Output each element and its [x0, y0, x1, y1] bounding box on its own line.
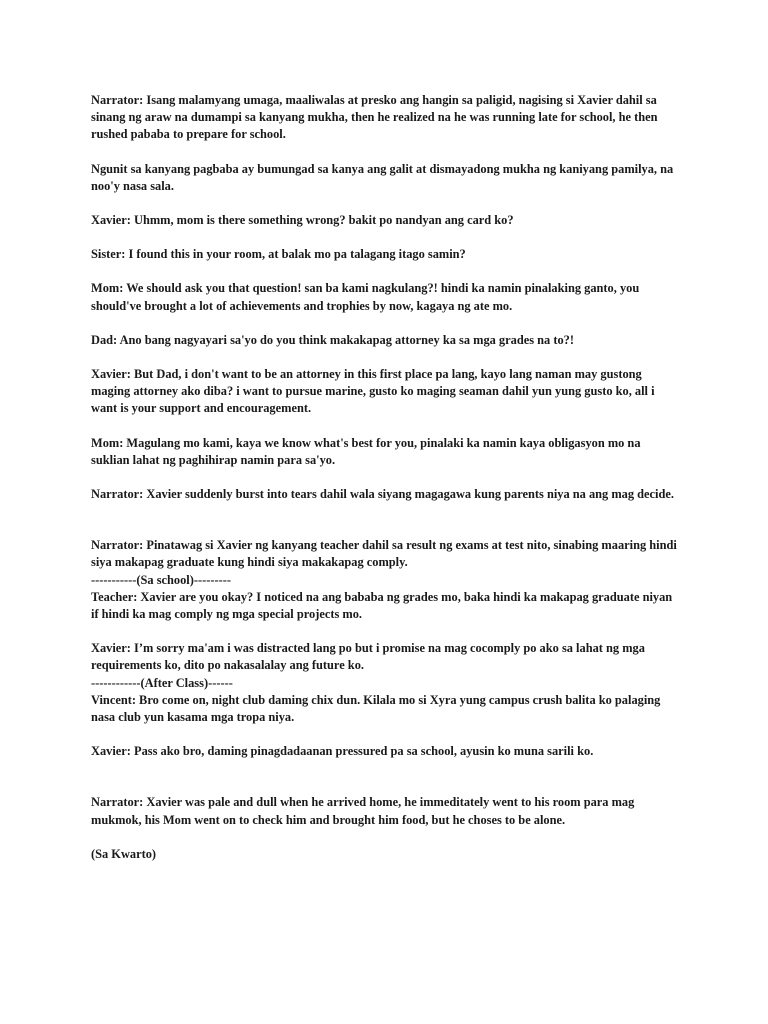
dialogue-line: Mom: Magulang mo kami, kaya we know what's best for you, pinalaki ka namin kaya obligasyon mo na suklian lahat ng paghihirap namin para sa'yo. — [91, 435, 641, 467]
spacer — [91, 520, 681, 537]
dialogue-line: Teacher: Xavier are you okay? I noticed na ang bababa ng grades mo, baka hindi ka makapag graduate niyan if hindi ka mag comply ng mga special projects mo. — [91, 589, 673, 622]
narration-paragraph: Narrator: Pinatawag si Xavier ng kanyang teacher dahil sa result ng exams at test nito, sinabing maaring hindi siya makapag graduate kung hindi siya makakapag comply. — [91, 538, 677, 570]
narration-paragraph: Narrator: Isang malamyang umaga, maaliwalas at presko ang hangin sa paligid, nagising si Xavier dahil sa sinang ng araw na dumampi sa kanyang mukha, then he realized na he was running late for school, he then rushed pababa to prepare for school. — [91, 93, 658, 142]
dialogue-line: Xavier: I’m sorry ma'am i was distracted lang po but i promise na mag cocomply po ako sa lahat ng mga requirements ko, dito po nakasalalay ang future ko. — [91, 641, 645, 673]
document-body — [91, 92, 681, 880]
dialogue-line: Sister: I found this in your room, at balak mo pa talagang itago samin? — [91, 247, 466, 262]
dialogue-line: Xavier: Uhmm, mom is there something wrong? bakit po nandyan ang card ko? — [91, 213, 514, 228]
spacer — [91, 777, 681, 794]
narration-paragraph: Ngunit sa kanyang pagbaba ay bumungad sa kanya ang galit at dismayadong mukha ng kaniyang pamilya, na noo'y nasa sala. — [91, 161, 674, 193]
dialogue-line: Mom: We should ask you that question! san ba kami nagkulang?! hindi ka namin pinalaking ganto, you should've brought a lot of achievements and trophies by now, kagaya ng ate mo. — [91, 281, 640, 313]
narration-paragraph: Narrator: Xavier suddenly burst into tears dahil wala siyang magagawa kung parents niya na ang mag decide. — [91, 487, 674, 502]
dialogue-line: Dad: Ano bang nagyayari sa'yo do you think makakapag attorney ka sa mga grades na to?! — [91, 332, 574, 347]
scene-divider: -----------(Sa school)--------- — [91, 572, 232, 587]
dialogue-line: Vincent: Bro come on, night club daming chix dun. Kilala mo si Xyra yung campus crush balita ko palaging nasa club yun kasama mga tropa niya. — [91, 692, 661, 725]
scene-heading: (Sa Kwarto) — [91, 846, 157, 861]
scene-divider: ------------(After Class)------ — [91, 675, 233, 690]
dialogue-line: Xavier: Pass ako bro, daming pinagdadaanan pressured pa sa school, ayusin ko muna sarili ko. — [91, 744, 594, 759]
narration-paragraph: Narrator: Xavier was pale and dull when he arrived home, he immeditately went to his room para mag mukmok, his Mom went on to check him and brought him food, but he choses to be alone. — [91, 795, 635, 827]
dialogue-line: Xavier: But Dad, i don't want to be an attorney in this first place pa lang, kayo lang naman may gustong maging attorney ako diba? i want to pursue marine, gusto ko maging seaman dahil yun yung gusto ko, all i want is your support and encouragement. — [91, 367, 655, 416]
